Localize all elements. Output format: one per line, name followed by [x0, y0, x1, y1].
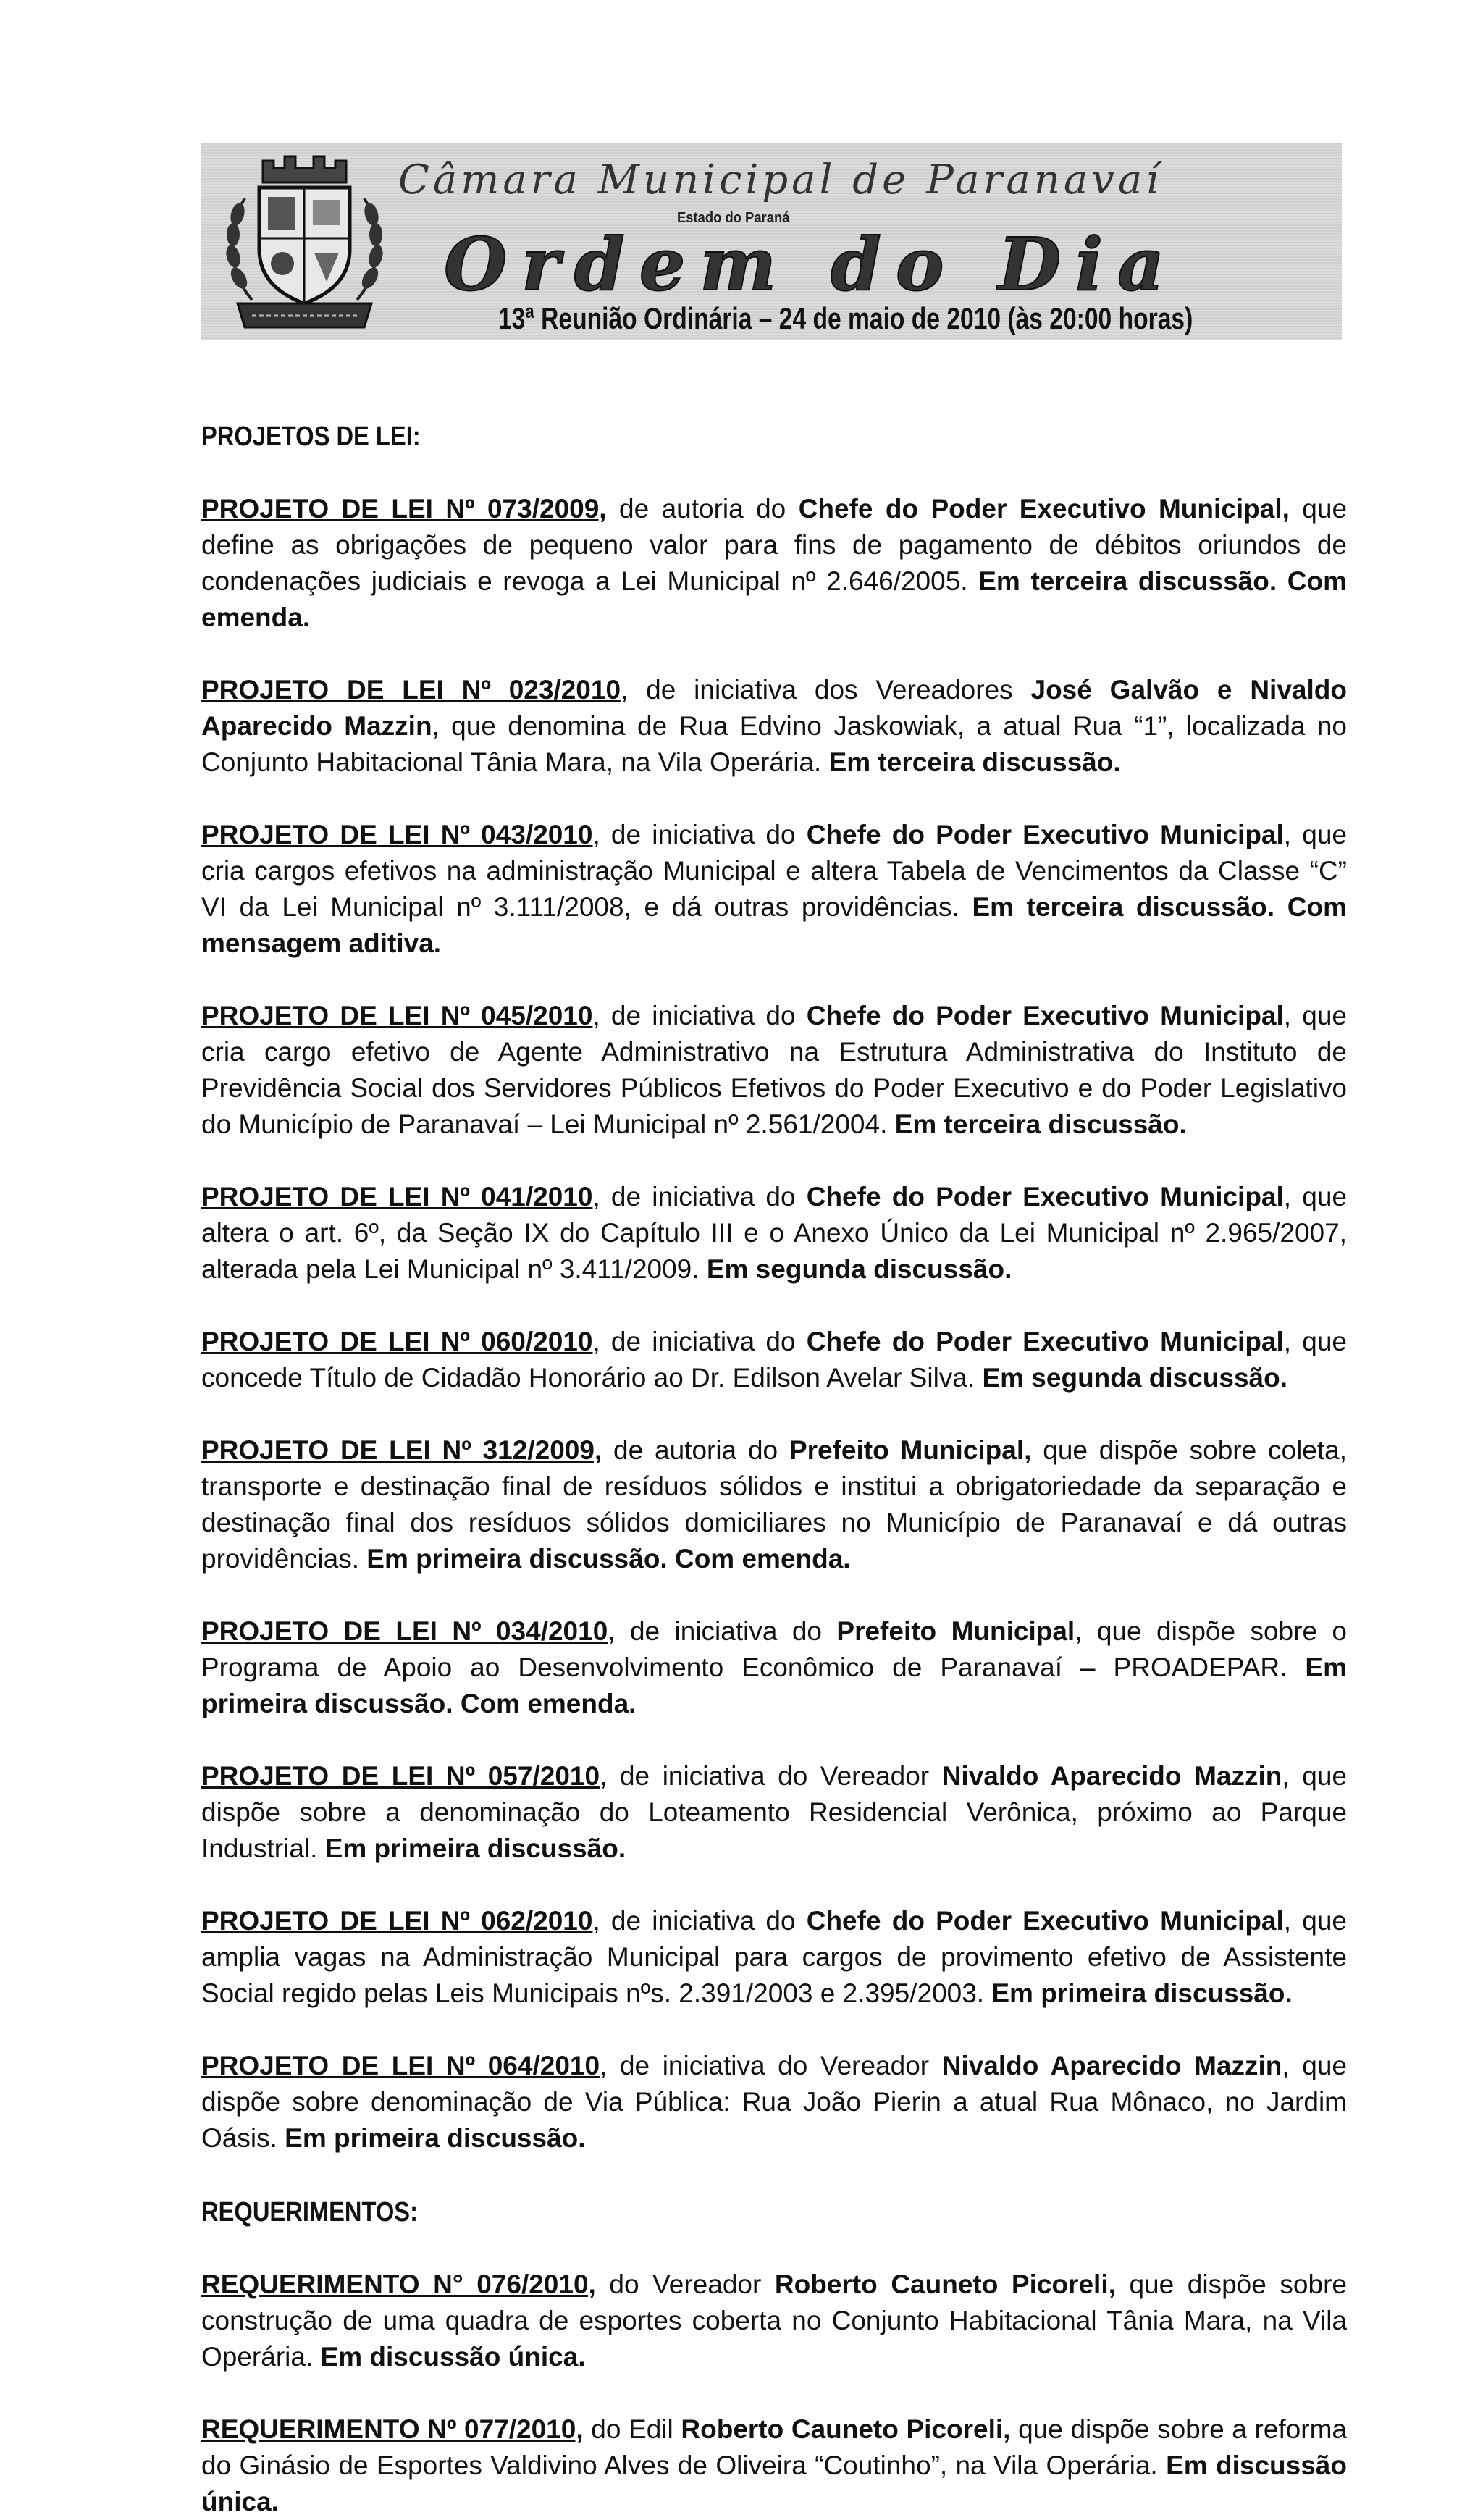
- state-name: Estado do Paraná: [677, 210, 790, 226]
- item-reference: PROJETO DE LEI Nº 034/2010: [201, 1616, 608, 1646]
- item-description: , que amplia vagas na Administração Municipal para cargos de provimento efetivo de Assistente Social regido pelas Leis Municipais nºs. 2.391/2003 e 2.395/2003.: [201, 1906, 1348, 2008]
- bill-entry: [201, 491, 1347, 636]
- item-author: Nivaldo Aparecido Mazzin: [941, 2051, 1282, 2080]
- item-text: , de iniciativa do Vereador: [600, 2051, 942, 2080]
- item-status: Em primeira discussão.: [285, 2123, 586, 2153]
- item-author: Chefe do Poder Executivo Municipal: [806, 820, 1284, 849]
- item-status: Em discussão única.: [201, 2450, 1347, 2516]
- item-text: de autoria do: [606, 494, 799, 524]
- item-description: que dispõe sobre construção de uma quadra de esportes coberta no Conjunto Habitacional Tânia Mara, na Vila Operária.: [201, 2269, 1347, 2372]
- requerimentos-list: [201, 2267, 1347, 2520]
- item-description: que define as obrigações de pequeno valor para fins de pagamento de débitos oriundos de condenações judiciais e revoga a Lei Municipal nº 2.646/2005.: [201, 494, 1348, 596]
- projetos-list: [201, 491, 1347, 2156]
- item-description: , que cria cargo efetivo de Agente Administrativo na Estrutura Administrativa do Instituto de Previdência Social dos Servidores Públicos Efetivos do Poder Executivo e do Poder Legislativo do Município de Paranavaí – Lei Municipal nº 2.561/2004.: [201, 1001, 1348, 1139]
- item-author: Chefe do Poder Executivo Municipal: [806, 1906, 1284, 1936]
- agenda-content: [201, 419, 1347, 2520]
- bill-entry: [201, 817, 1347, 962]
- bill-entry: [201, 1432, 1347, 1577]
- item-text: , de iniciativa do: [592, 1327, 807, 1356]
- item-author: José Galvão e Nivaldo Aparecido Mazzin: [201, 675, 1347, 741]
- bill-entry: [201, 1324, 1347, 1396]
- request-entry: [201, 2411, 1347, 2520]
- item-description: , que altera o art. 6º, da Seção IX do Capítulo III e o Anexo Único da Lei Municipal nº 2.965/2007, alterada pela Lei Municipal nº 3.411/2009.: [201, 1182, 1348, 1284]
- bill-entry: [201, 2048, 1347, 2156]
- item-author: Prefeito Municipal: [836, 1616, 1075, 1646]
- item-text: , de iniciativa dos Vereadores: [621, 675, 1031, 705]
- item-reference: PROJETO DE LEI Nº 045/2010: [201, 1001, 593, 1030]
- item-status: Em primeira discussão.: [991, 1978, 1293, 2008]
- requerimentos-heading: REQUERIMENTOS:: [201, 2197, 418, 2227]
- item-author: Nivaldo Aparecido Mazzin: [941, 1761, 1282, 1791]
- item-text: de autoria do: [602, 1435, 789, 1465]
- document-title: Ordem do Dia: [444, 222, 1179, 307]
- item-status: Em primeira discussão.: [324, 1834, 626, 1863]
- item-description: , que concede Título de Cidadão Honorário ao Dr. Edilson Avelar Silva.: [201, 1327, 1348, 1393]
- item-description: , que denomina de Rua Edvino Jaskowiak, a atual Rua “1”, localizada no Conjunto Habitacional Tânia Mara, na Vila Operária.: [201, 711, 1347, 777]
- item-status: Em discussão única.: [320, 2342, 586, 2372]
- item-text: , de iniciativa do: [592, 820, 807, 849]
- item-status: Em terceira discussão. Com emenda.: [201, 566, 1347, 632]
- item-text: , de iniciativa do: [592, 1182, 807, 1211]
- item-author: Prefeito Municipal,: [789, 1435, 1032, 1465]
- item-text: do Edil: [583, 2414, 681, 2444]
- coat-of-arms-icon: [223, 148, 386, 336]
- item-reference: PROJETO DE LEI Nº 062/2010: [201, 1906, 593, 1936]
- item-text: , de iniciativa do: [592, 1001, 807, 1030]
- item-description: , que dispõe sobre o Programa de Apoio ao Desenvolvimento Econômico de Paranavaí – PROADEPAR.: [201, 1616, 1348, 1682]
- bill-entry: [201, 672, 1347, 781]
- item-reference: PROJETO DE LEI Nº 041/2010: [201, 1182, 593, 1211]
- item-text: , de iniciativa do: [592, 1906, 807, 1936]
- item-status: Em segunda discussão.: [706, 1254, 1012, 1284]
- item-reference: PROJETO DE LEI Nº 043/2010: [201, 820, 593, 849]
- item-author: Chefe do Poder Executivo Municipal: [806, 1001, 1284, 1030]
- item-author: Chefe do Poder Executivo Municipal: [806, 1182, 1284, 1211]
- item-status: Em terceira discussão.: [894, 1109, 1187, 1139]
- item-reference: REQUERIMENTO Nº 077/2010,: [201, 2414, 584, 2444]
- item-description: , que dispõe sobre denominação de Via Pública: Rua João Pierin a atual Rua Mônaco, no Jardim Oásis.: [201, 2051, 1347, 2153]
- bill-entry: [201, 1903, 1347, 2012]
- item-reference: PROJETO DE LEI Nº 023/2010: [201, 675, 621, 705]
- bill-entry: [201, 1179, 1347, 1288]
- item-reference: PROJETO DE LEI Nº 064/2010: [201, 2051, 600, 2080]
- item-author: Chefe do Poder Executivo Municipal: [806, 1327, 1284, 1356]
- item-description: que dispõe sobre a reforma do Ginásio de Esportes Valdivino Alves de Oliveira “Coutinho”, na Vila Operária.: [201, 2414, 1347, 2480]
- item-reference: PROJETO DE LEI Nº 060/2010: [201, 1327, 593, 1356]
- header-banner: [201, 143, 1342, 340]
- request-entry: [201, 2267, 1347, 2375]
- chamber-name: Câmara Municipal de Paranavaí: [398, 156, 1163, 203]
- item-status: Em primeira discussão. Com emenda.: [201, 1652, 1347, 1718]
- item-reference: PROJETO DE LEI Nº 073/2009,: [201, 494, 607, 524]
- item-author: Roberto Cauneto Picoreli,: [774, 2269, 1116, 2299]
- item-description: , que cria cargos efetivos na administração Municipal e altera Tabela de Vencimentos da Classe “C” VI da Lei Municipal nº 3.111/2008, e dá outras providências.: [201, 820, 1348, 922]
- item-status: Em terceira discussão. Com mensagem aditiva.: [201, 892, 1347, 958]
- item-description: que dispõe sobre coleta, transporte e destinação final de resíduos sólidos e institui a obrigatoriedade da separação e destinação final dos resíduos sólidos domiciliares no Município de Paranavaí e dá outras providências.: [201, 1435, 1348, 1574]
- item-author: Chefe do Poder Executivo Municipal,: [798, 494, 1290, 524]
- item-reference: PROJETO DE LEI Nº 057/2010: [201, 1761, 600, 1791]
- item-description: , que dispõe sobre a denominação do Loteamento Residencial Verônica, próximo ao Parque Industrial.: [201, 1761, 1347, 1863]
- item-text: , de iniciativa do: [608, 1616, 837, 1646]
- bill-entry: [201, 1613, 1347, 1722]
- session-subtitle: 13ª Reunião Ordinária – 24 de maio de 2010 (às 20:00 horas): [498, 301, 1193, 335]
- item-author: Roberto Cauneto Picoreli,: [681, 2414, 1011, 2444]
- item-status: Em terceira discussão.: [828, 747, 1121, 777]
- item-text: do Vereador: [595, 2269, 775, 2299]
- item-reference: PROJETO DE LEI Nº 312/2009,: [201, 1435, 602, 1465]
- bill-entry: [201, 1758, 1347, 1867]
- item-status: Em primeira discussão. Com emenda.: [366, 1544, 851, 1574]
- item-text: , de iniciativa do Vereador: [600, 1761, 942, 1791]
- item-reference: REQUERIMENTO N° 076/2010,: [201, 2269, 596, 2299]
- bill-entry: [201, 998, 1347, 1143]
- projetos-heading: PROJETOS DE LEI:: [201, 421, 421, 452]
- item-status: Em segunda discussão.: [982, 1363, 1287, 1393]
